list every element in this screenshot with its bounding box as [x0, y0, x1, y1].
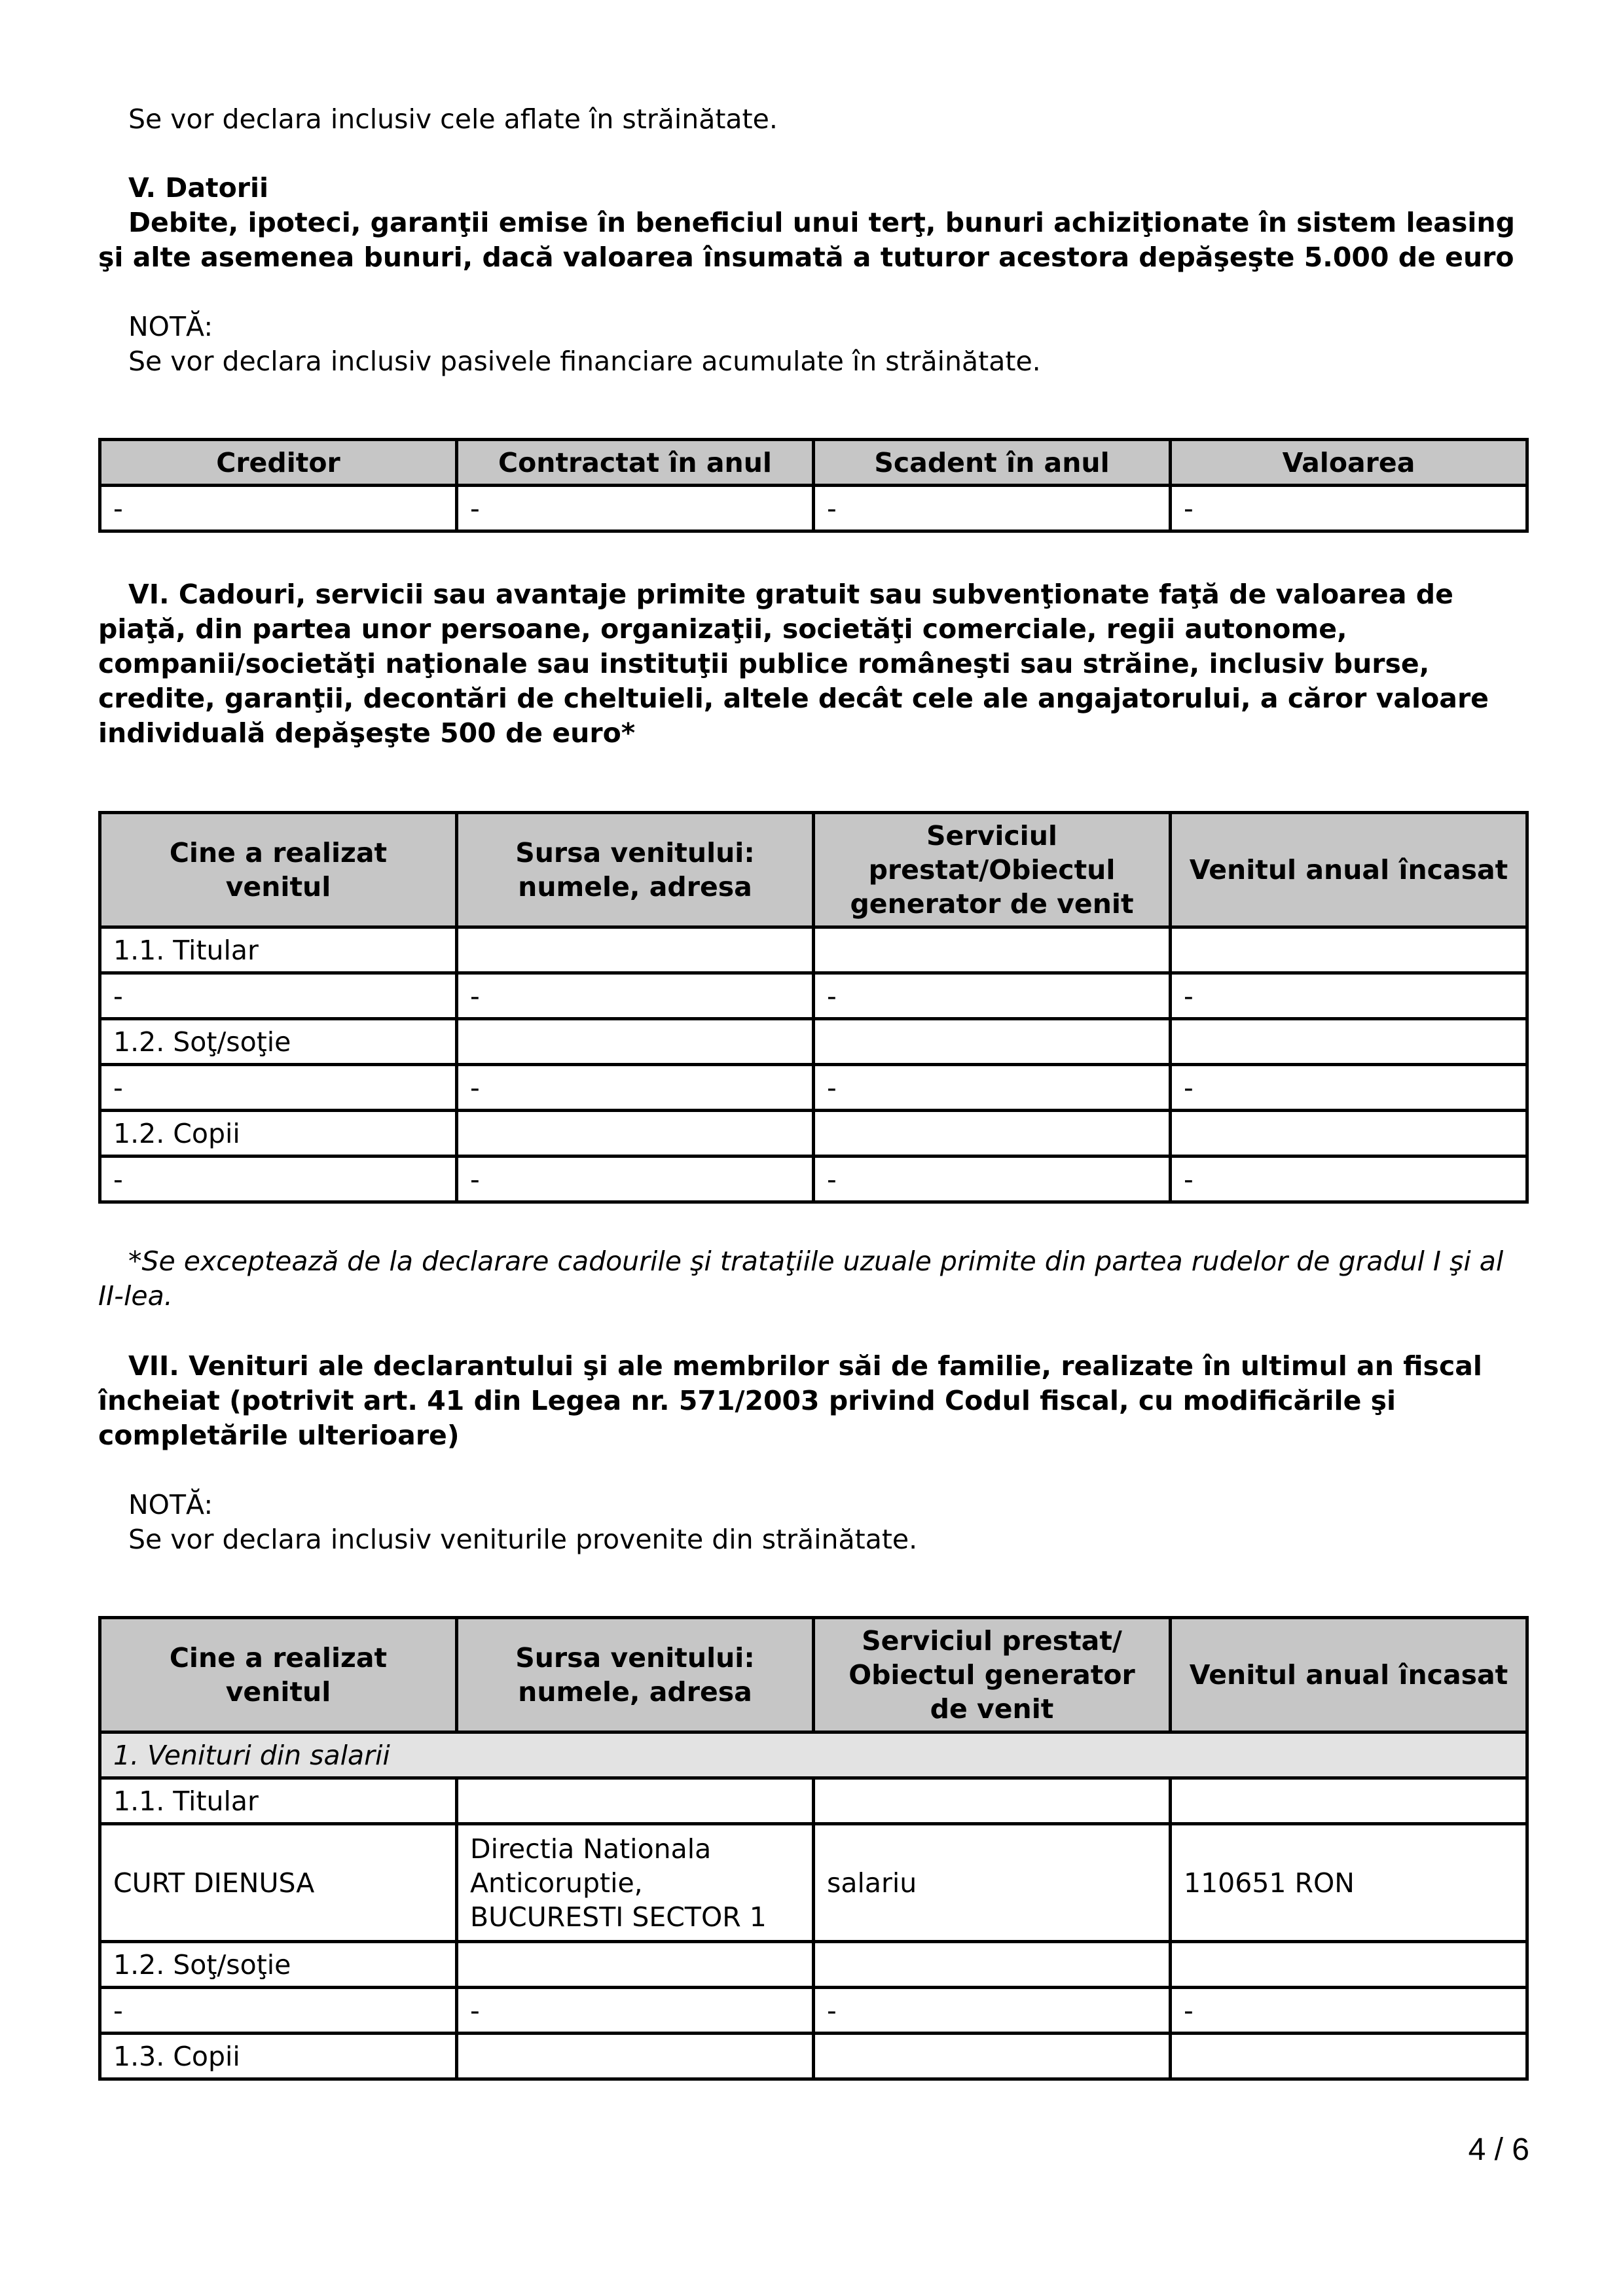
- table-cell: -: [1171, 1157, 1527, 1202]
- table-header-row: [100, 1618, 1527, 1732]
- column-header: Venitul anual încasat: [1171, 813, 1527, 927]
- table-cell: [1171, 1942, 1527, 1988]
- table-cell: [814, 1019, 1171, 1065]
- table-cell: [1171, 1111, 1527, 1157]
- table-cell: -: [814, 1065, 1171, 1111]
- table-cell: -: [100, 973, 457, 1019]
- table-cell: -: [814, 973, 1171, 1019]
- table-header-row: [100, 440, 1527, 486]
- table-subheader-row: [100, 1732, 1527, 1778]
- table-cell: salariu: [814, 1824, 1171, 1942]
- section-vii-heading: VII. Venituri ale declarantului şi ale membrilor săi de familie, realizate în ultimul an fiscal încheiat (potrivit art. 41 din Legea nr. 571/2003 privind Codul fiscal, cu modificările şi completările ulterioare): [98, 1350, 1482, 1451]
- table-cell: 1.2. Soţ/soţie: [100, 1942, 457, 1988]
- table-row: [100, 1988, 1527, 2034]
- section-vii-note-label: NOTĂ:: [128, 1489, 213, 1520]
- table-cell: -: [814, 1988, 1171, 2034]
- section-vi-footnote: *Se exceptează de la declarare cadourile şi trataţiile uzuale primite din partea rudelor de gradul I şi al II-lea.: [98, 1246, 1504, 1312]
- table-cell: 1.1. Titular: [100, 1778, 457, 1824]
- table-cell: [1171, 1019, 1527, 1065]
- table-row: [100, 973, 1527, 1019]
- table-cell: [457, 1111, 814, 1157]
- table-cell: [814, 927, 1171, 973]
- table-cell: -: [457, 973, 814, 1019]
- column-header: Contractat în anul: [457, 440, 814, 486]
- debts-table: [98, 438, 1529, 533]
- table-cell: 1.1. Titular: [100, 927, 457, 973]
- table-cell: [814, 1778, 1171, 1824]
- table-cell: [457, 2034, 814, 2079]
- table-cell: -: [1171, 1988, 1527, 2034]
- table-cell: -: [457, 1988, 814, 2034]
- table-cell: -: [1171, 1065, 1527, 1111]
- section-v-heading: V. Datorii: [128, 172, 269, 204]
- column-header: Scadent în anul: [814, 440, 1171, 486]
- table-cell: -: [1171, 486, 1527, 531]
- column-header: Cine a realizat venitul: [100, 1618, 457, 1732]
- table-row: [100, 927, 1527, 973]
- table-cell: -: [100, 1988, 457, 2034]
- column-header: Creditor: [100, 440, 457, 486]
- table-cell: 1.2. Copii: [100, 1111, 457, 1157]
- table-row: [100, 1778, 1527, 1824]
- table-cell: -: [100, 1157, 457, 1202]
- table-cell: -: [457, 486, 814, 531]
- table-cell: [457, 1019, 814, 1065]
- table-row: [100, 1942, 1527, 1988]
- section-v-note-label: NOTĂ:: [128, 311, 213, 342]
- income-table: [98, 1616, 1529, 2081]
- table-cell: -: [814, 486, 1171, 531]
- table-cell: 110651 RON: [1171, 1824, 1527, 1942]
- section-v-description: Debite, ipoteci, garanţii emise în beneficiul unui terţ, bunuri achiziţionate în sistem leasing şi alte asemenea bunuri, dacă valoarea însumată a tuturor acestora depăşeşte 5.000 de euro: [98, 207, 1515, 273]
- table-cell: -: [457, 1157, 814, 1202]
- table-cell: [1171, 927, 1527, 973]
- table-row: [100, 1824, 1527, 1942]
- table-cell: CURT DIENUSA: [100, 1824, 457, 1942]
- document-page: [98, 98, 1529, 2081]
- table-row: [100, 486, 1527, 531]
- table-row: [100, 1157, 1527, 1202]
- gifts-table: [98, 811, 1529, 1204]
- section-v-note-text: Se vor declara inclusiv pasivele financiare acumulate în străinătate.: [128, 346, 1041, 377]
- table-cell: [1171, 1778, 1527, 1824]
- column-header: Cine a realizat venitul: [100, 813, 457, 927]
- table-cell: -: [100, 1065, 457, 1111]
- table-cell: [457, 927, 814, 973]
- column-header: Sursa venitului: numele, adresa: [457, 1618, 814, 1732]
- table-cell: [814, 2034, 1171, 2079]
- table-cell: -: [457, 1065, 814, 1111]
- table-cell: [814, 1111, 1171, 1157]
- table-cell: 1.3. Copii: [100, 2034, 457, 2079]
- table-row: [100, 1111, 1527, 1157]
- table-cell: [457, 1942, 814, 1988]
- table-row: [100, 2034, 1527, 2079]
- table-cell: -: [100, 486, 457, 531]
- table-row: [100, 1019, 1527, 1065]
- table-cell: [1171, 2034, 1527, 2079]
- table-cell: [814, 1942, 1171, 1988]
- table-cell: -: [1171, 973, 1527, 1019]
- table-header-row: [100, 813, 1527, 927]
- column-header: Valoarea: [1171, 440, 1527, 486]
- page-number: 4 / 6: [1468, 2132, 1529, 2167]
- column-header: Serviciul prestat/Obiectul generator de venit: [814, 813, 1171, 927]
- table-cell: [457, 1778, 814, 1824]
- column-header: Sursa venitului: numele, adresa: [457, 813, 814, 927]
- table-row: [100, 1065, 1527, 1111]
- table-cell: Directia Nationala Anticoruptie, BUCURESTI SECTOR 1: [457, 1824, 814, 1942]
- table-subheader: 1. Venituri din salarii: [100, 1732, 1527, 1778]
- column-header: Venitul anual încasat: [1171, 1618, 1527, 1732]
- table-cell: 1.2. Soţ/soţie: [100, 1019, 457, 1065]
- table-cell: -: [814, 1157, 1171, 1202]
- section-vii-note-text: Se vor declara inclusiv veniturile provenite din străinătate.: [128, 1524, 918, 1555]
- column-header: Serviciul prestat/ Obiectul generator de venit: [814, 1618, 1171, 1732]
- section-vi-heading: VI. Cadouri, servicii sau avantaje primite gratuit sau subvenţionate faţă de valoarea de piaţă, din partea unor persoane, organizaţii, societăţi comerciale, regii autonome, companii/societăţi naţionale sau instituţii publice româneşti sau străine, inclusiv burse, credite, garanţii, decontări de cheltuieli, altele decât cele ale angajatorului, a căror valoare individuală depăşeşte 500 de euro*: [98, 579, 1489, 749]
- intro-line: Se vor declara inclusiv cele aflate în străinătate.: [128, 103, 778, 135]
